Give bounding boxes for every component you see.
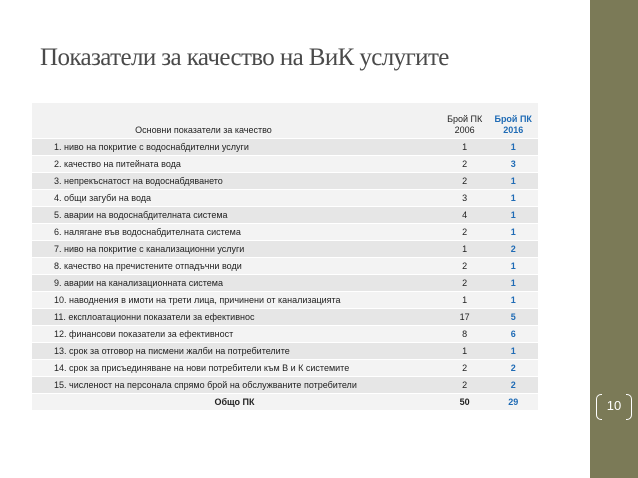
indicator-name: 7. ниво на покритие с канализационни услуги <box>32 241 441 258</box>
table-header-row <box>32 103 538 139</box>
count-2006-cell: 2 <box>441 224 489 241</box>
count-2016-cell: 2 <box>488 377 538 394</box>
count-2016-cell: 6 <box>488 326 538 343</box>
table-row <box>32 156 538 173</box>
total-2016: 29 <box>488 394 538 411</box>
count-2006-cell: 2 <box>441 360 489 377</box>
indicator-name: 6. налягане във водоснабдителната система <box>32 224 441 241</box>
count-2016-cell: 1 <box>488 224 538 241</box>
header-count-2016-label: Брой ПК <box>494 114 532 124</box>
table-row <box>32 207 538 224</box>
indicator-name: 4. общи загуби на вода <box>32 190 441 207</box>
total-label: Общо ПК <box>32 394 441 411</box>
count-2006-cell: 2 <box>441 275 489 292</box>
count-2016-cell: 1 <box>488 173 538 190</box>
count-2016-cell: 1 <box>488 207 538 224</box>
count-2016-cell: 1 <box>488 139 538 156</box>
header-count-2016-year: 2016 <box>503 125 524 135</box>
header-count-2006-year: 2006 <box>454 125 475 135</box>
table-row <box>32 173 538 190</box>
table-row <box>32 360 538 377</box>
header-indicators: Основни показатели за качество <box>32 103 441 139</box>
table-row <box>32 258 538 275</box>
indicator-name: 9. аварии на канализационната система <box>32 275 441 292</box>
table-row <box>32 241 538 258</box>
table-row <box>32 190 538 207</box>
count-2006-cell: 8 <box>441 326 489 343</box>
table-row <box>32 377 538 394</box>
table-row <box>32 309 538 326</box>
quality-indicators-table <box>32 103 538 411</box>
count-2006-cell: 1 <box>441 139 489 156</box>
indicator-name: 14. срок за присъединяване на нови потребители към В и К системите <box>32 360 441 377</box>
count-2006-cell: 2 <box>441 258 489 275</box>
indicator-name: 8. качество на пречистените отпадъчни води <box>32 258 441 275</box>
count-2016-cell: 3 <box>488 156 538 173</box>
count-2016-cell: 5 <box>488 309 538 326</box>
table-row <box>32 343 538 360</box>
count-2016-cell: 1 <box>488 190 538 207</box>
count-2006-cell: 3 <box>441 190 489 207</box>
count-2016-cell: 2 <box>488 241 538 258</box>
count-2006-cell: 2 <box>441 377 489 394</box>
count-2016-cell: 1 <box>488 275 538 292</box>
header-count-2006-label: Брой ПК <box>447 114 483 124</box>
count-2006-cell: 2 <box>441 173 489 190</box>
table-row <box>32 139 538 156</box>
table-row <box>32 326 538 343</box>
total-2006: 50 <box>441 394 489 411</box>
count-2006-cell: 1 <box>441 343 489 360</box>
count-2016-cell: 1 <box>488 258 538 275</box>
indicator-name: 3. непрекъснатост на водоснабдяването <box>32 173 441 190</box>
count-2006-cell: 1 <box>441 292 489 309</box>
table-row <box>32 224 538 241</box>
indicator-name: 15. численост на персонала спрямо брой на обслужваните потребители <box>32 377 441 394</box>
count-2016-cell: 1 <box>488 343 538 360</box>
count-2006-cell: 2 <box>441 156 489 173</box>
total-row <box>32 394 538 411</box>
indicator-name: 11. експлоатационни показатели за ефективнос <box>32 309 441 326</box>
page-number: 10 <box>606 398 622 413</box>
indicator-name: 2. качество на питейната вода <box>32 156 441 173</box>
count-2016-cell: 1 <box>488 292 538 309</box>
header-count-2016 <box>488 103 538 139</box>
count-2006-cell: 17 <box>441 309 489 326</box>
page-number-badge <box>596 394 632 420</box>
table-row <box>32 292 538 309</box>
count-2006-cell: 1 <box>441 241 489 258</box>
indicator-name: 1. ниво на покритие с водоснабдителни услуги <box>32 139 441 156</box>
header-count-2006 <box>441 103 489 139</box>
slide-title: Показатели за качество на ВиК услугите <box>40 44 449 71</box>
indicator-name: 10. наводнения в имоти на трети лица, причинени от канализацията <box>32 292 441 309</box>
indicator-name: 13. срок за отговор на писмени жалби на потребителите <box>32 343 441 360</box>
table-row <box>32 275 538 292</box>
indicator-name: 5. аварии на водоснабдителната система <box>32 207 441 224</box>
indicator-name: 12. финансови показатели за ефективност <box>32 326 441 343</box>
count-2016-cell: 2 <box>488 360 538 377</box>
count-2006-cell: 4 <box>441 207 489 224</box>
